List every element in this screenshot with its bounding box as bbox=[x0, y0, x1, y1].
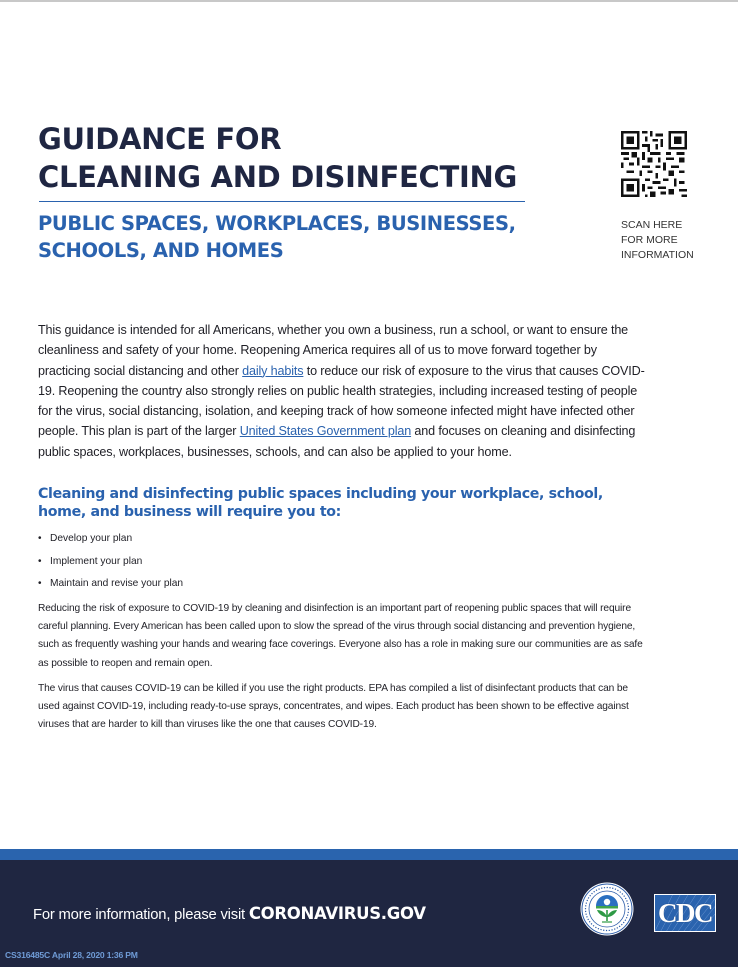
qr-code-icon[interactable] bbox=[621, 131, 687, 197]
page-subtitle bbox=[38, 210, 516, 264]
coronavirus-gov-link[interactable]: CORONAVIRUS.GOV bbox=[248, 904, 426, 923]
page-title bbox=[38, 120, 517, 196]
us-government-plan-link[interactable]: United States Government plan bbox=[239, 424, 412, 439]
risk-reduction-paragraph: Reducing the risk of exposure to COVID-19 by cleaning and disinfection is an important part of reopening public spaces that will require careful planning. Every American has been called upon to slow the spread of the virus through social distancing and prevention hygiene, such as frequently washing your hands and wearing face coverings. Everyone also has a role in making sure our communities are as safe as possible to reopen and remain open. bbox=[38, 603, 643, 669]
list-item-text: Implement your plan bbox=[50, 555, 143, 567]
qr-caption-line-2: FOR MORE bbox=[621, 234, 678, 246]
cdc-logo bbox=[654, 894, 716, 932]
footer-info bbox=[33, 904, 426, 923]
qr-caption-line-1: SCAN HERE bbox=[621, 219, 683, 231]
list-item bbox=[38, 573, 183, 596]
bullet-icon: • bbox=[38, 533, 42, 544]
plan-steps-list bbox=[38, 528, 183, 596]
subtitle-line-2: SCHOOLS, AND HOMES bbox=[38, 239, 284, 262]
intro-text-3: and focuses on cleaning and disinfecting public spaces, workplaces, businesses, schools, and can also be applied to your home. bbox=[38, 424, 636, 459]
bullet-icon: • bbox=[38, 555, 42, 567]
cdc-logo-text: CDC bbox=[658, 898, 712, 928]
section-heading: Cleaning and disinfecting public spaces including your workplace, school, home, and business will require you to: bbox=[38, 486, 603, 520]
qr-caption bbox=[621, 218, 694, 263]
list-item bbox=[38, 528, 183, 551]
intro-text-1: This guidance is intended for all Americans, whether you own a business, run a school, or want to ensure the cleanliness and safety of your home. Reopening America requires all of us to move forward together by practicing social distancing and other bbox=[38, 323, 629, 378]
intro-paragraph bbox=[38, 320, 648, 462]
footer bbox=[0, 860, 738, 967]
document-code: CS316485C April 28, 2020 1:36 PM bbox=[5, 950, 138, 960]
subtitle-line-1: PUBLIC SPACES, WORKPLACES, BUSINESSES, bbox=[38, 212, 516, 235]
footer-info-prefix: For more information, please visit bbox=[33, 907, 249, 923]
bullet-icon: • bbox=[38, 578, 42, 589]
list-item-text: Maintain and revise your plan bbox=[50, 578, 184, 589]
qr-caption-line-3: INFORMATION bbox=[621, 249, 694, 261]
epa-seal-icon bbox=[580, 882, 634, 936]
daily-habits-link[interactable]: daily habits bbox=[242, 363, 304, 378]
list-item-text: Develop your plan bbox=[50, 533, 133, 544]
title-divider bbox=[39, 201, 525, 202]
disinfectant-products-paragraph: The virus that causes COVID-19 can be killed if you use the right products. EPA has compiled a list of disinfectant products that can be used against COVID-19, including ready-to-use sprays, concentrates, and wipes. Each product has been shown to be effective against viruses that are harder to kill than viruses like the one that causes COVID-19. bbox=[38, 683, 629, 731]
title-line-1: GUIDANCE FOR bbox=[38, 122, 282, 156]
list-item bbox=[38, 551, 183, 574]
title-line-2: CLEANING AND DISINFECTING bbox=[38, 160, 517, 194]
intro-text-2: to reduce our risk of exposure to the virus that causes COVID-19. Reopening the country also strongly relies on public health strategies, including increased testing of people for the virus, social distancing, isolation, and keeping track of how someone infected might have infected other people. This plan is part of the larger bbox=[38, 363, 645, 439]
footer-accent-band bbox=[0, 849, 738, 860]
top-border bbox=[0, 0, 738, 2]
